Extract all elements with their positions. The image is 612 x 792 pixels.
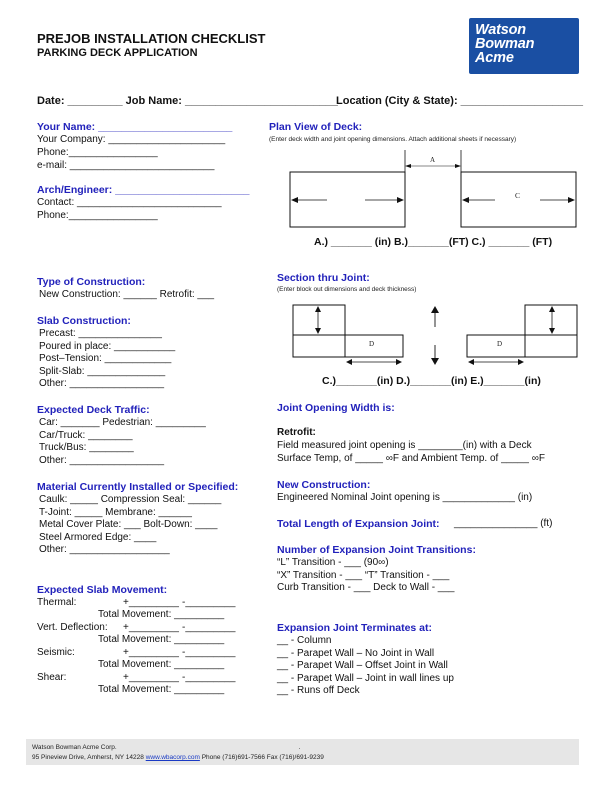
transition-item[interactable]: “X” Transition - ___ “T” Transition - ___ — [277, 569, 450, 581]
plan-label-a: A — [430, 156, 436, 164]
section-right-diagram — [465, 300, 580, 370]
movement-plus-shear[interactable]: +_________ — [123, 672, 179, 683]
logo-line-2: Bowman — [475, 36, 535, 52]
phone-field[interactable]: Phone:________________ — [37, 147, 158, 158]
movement-label-seismic: Seismic: — [37, 647, 75, 658]
traffic-item[interactable]: Other: _________________ — [39, 454, 165, 466]
transition-item[interactable]: “L” Transition - ___ (90∞) — [277, 557, 389, 568]
company-field[interactable]: Your Company: _____________________ — [37, 134, 226, 145]
section-left-label-d: D — [369, 340, 375, 348]
footer-company: Watson Bowman Acme Corp. — [32, 744, 117, 751]
your-name-field[interactable]: Your Name: _______________________ — [37, 121, 233, 133]
movement-minus-deflection[interactable]: -_________ — [182, 622, 236, 633]
terminates-item[interactable]: __ - Parapet Wall – No Joint in Wall — [277, 647, 435, 659]
movement-minus-shear[interactable]: -_________ — [182, 672, 236, 683]
plan-view-heading: Plan View of Deck: — [269, 121, 363, 133]
terminates-item[interactable]: __ - Parapet Wall – Offset Joint in Wall — [277, 660, 448, 672]
slab-item[interactable]: Post–Tension: ____________ — [39, 353, 172, 365]
plan-view-note: (Enter deck width and joint opening dimensions. Attach additional sheets if necessary) — [269, 136, 517, 143]
terminates-item[interactable]: __ - Runs off Deck — [277, 685, 360, 697]
material-item[interactable]: Caulk: _____ Compression Seal: ______ — [39, 494, 222, 505]
slab-construction-heading: Slab Construction: — [37, 315, 131, 327]
email-field[interactable]: e-mail: __________________________ — [37, 160, 215, 171]
movement-total-deflection[interactable]: Total Movement: _________ — [98, 634, 225, 645]
transition-item[interactable]: Curb Transition - ___ Deck to Wall - ___ — [277, 582, 455, 594]
section-right-label-d: D — [497, 340, 503, 348]
construction-type-heading: Type of Construction: — [37, 276, 146, 288]
traffic-item[interactable]: Car: _______ Pedestrian: _________ — [39, 417, 206, 428]
movement-total-shear[interactable]: Total Movement: _________ — [98, 684, 225, 695]
slab-movement-heading: Expected Slab Movement: — [37, 584, 168, 596]
movement-total-thermal[interactable]: Total Movement: _________ — [98, 609, 225, 620]
transitions-list — [277, 557, 454, 595]
footer — [26, 739, 579, 765]
joint-gap-arrows — [428, 305, 442, 367]
slab-item[interactable]: Split-Slab: ______________ — [39, 365, 166, 377]
arch-engineer-field[interactable]: Arch/Engineer: _______________________ — [37, 184, 250, 196]
terminates-item[interactable]: __ - Column — [277, 635, 332, 646]
location-field[interactable]: Location (City & State): ____________________ — [336, 95, 584, 107]
nominal-opening-field[interactable]: Engineered Nominal Joint opening is _____________ (in) — [277, 492, 533, 503]
section-heading: Section thru Joint: — [277, 272, 370, 284]
traffic-item[interactable]: Truck/Bus: ________ — [39, 442, 134, 454]
footer-website-link[interactable]: www.wbacorp.com — [145, 754, 200, 761]
footer-phones: Phone (716)691-7566 Fax (716)/691-9239 — [201, 754, 324, 761]
material-item[interactable]: Other: __________________ — [39, 544, 170, 556]
logo-line-3: Acme — [475, 50, 514, 66]
movement-plus-seismic[interactable]: +_________ — [123, 647, 179, 658]
retrofit-subheading: Retrofit: — [277, 427, 316, 438]
section-left-diagram — [290, 300, 405, 370]
deck-traffic-heading: Expected Deck Traffic: — [37, 404, 150, 416]
slab-construction-list — [39, 328, 175, 391]
movement-minus-thermal[interactable]: -_________ — [182, 597, 236, 608]
plan-dimension-fields[interactable]: A.) _______ (in) B.)_______(FT) C.) _______ (FT) — [314, 236, 553, 248]
traffic-item[interactable]: Car/Truck: ________ — [39, 429, 133, 441]
slab-item[interactable]: Other: _________________ — [39, 378, 165, 390]
movement-plus-deflection[interactable]: +_________ — [123, 622, 179, 633]
arch-contact-field[interactable]: Contact: __________________________ — [37, 197, 222, 208]
footer-company-line — [32, 743, 573, 753]
terminates-heading: Expansion Joint Terminates at: — [277, 622, 433, 634]
footer-address-line — [32, 753, 573, 763]
movement-total-seismic[interactable]: Total Movement: _________ — [98, 659, 225, 670]
material-item[interactable]: Steel Armored Edge: ____ — [39, 531, 157, 543]
material-item[interactable]: Metal Cover Plate: ___ Bolt-Down: ____ — [39, 519, 218, 531]
terminates-list — [277, 635, 454, 698]
section-note: (Enter block out dimensions and deck thickness) — [277, 286, 417, 293]
arch-phone-field[interactable]: Phone:________________ — [37, 210, 158, 221]
movement-label-deflection: Vert. Deflection: — [37, 622, 108, 633]
section-dimension-fields[interactable]: C.)_______(in) D.)_______(in) E.)_______(in) — [322, 375, 541, 387]
slab-item[interactable]: Precast: _______________ — [39, 328, 162, 339]
movement-minus-seismic[interactable]: -_________ — [182, 647, 236, 658]
joint-opening-heading: Joint Opening Width is: — [277, 402, 395, 414]
movement-plus-thermal[interactable]: +_________ — [123, 597, 179, 608]
construction-type-field[interactable]: New Construction: ______ Retrofit: ___ — [39, 289, 215, 300]
footer-address: 95 Pineview Drive, Amherst, NY 14228 — [32, 754, 146, 761]
page-subtitle: PARKING DECK APPLICATION — [37, 47, 198, 59]
material-heading: Material Currently Installed or Specified: — [37, 481, 239, 493]
footer-dot: . — [298, 744, 301, 751]
page-title: PREJOB INSTALLATION CHECKLIST — [37, 31, 266, 46]
total-length-field[interactable]: _______________ (ft) — [454, 518, 553, 529]
date-jobname-field[interactable]: Date: _________ Job Name: _________________________ — [37, 95, 338, 107]
company-logo — [469, 18, 579, 74]
terminates-item[interactable]: __ - Parapet Wall – Joint in wall lines up — [277, 672, 454, 684]
temperature-fields[interactable]: Surface Temp, of _____ ∞F and Ambient Temp. of _____ ∞F — [277, 453, 545, 464]
deck-traffic-list — [39, 417, 206, 467]
movement-label-shear: Shear: — [37, 672, 67, 683]
transitions-heading: Number of Expansion Joint Transitions: — [277, 544, 476, 556]
material-item[interactable]: T-Joint: _____ Membrane: ______ — [39, 506, 192, 518]
plan-label-c: C — [515, 191, 521, 200]
slab-item[interactable]: Poured in place: ___________ — [39, 340, 176, 352]
field-measured-opening[interactable]: Field measured joint opening is ________(in) with a Deck — [277, 440, 532, 451]
total-length-heading: Total Length of Expansion Joint: — [277, 518, 440, 530]
new-construction-heading: New Construction: — [277, 479, 371, 491]
movement-label-thermal: Thermal: — [37, 597, 77, 608]
logo-line-1: Watson — [475, 22, 526, 38]
material-list — [39, 494, 221, 557]
